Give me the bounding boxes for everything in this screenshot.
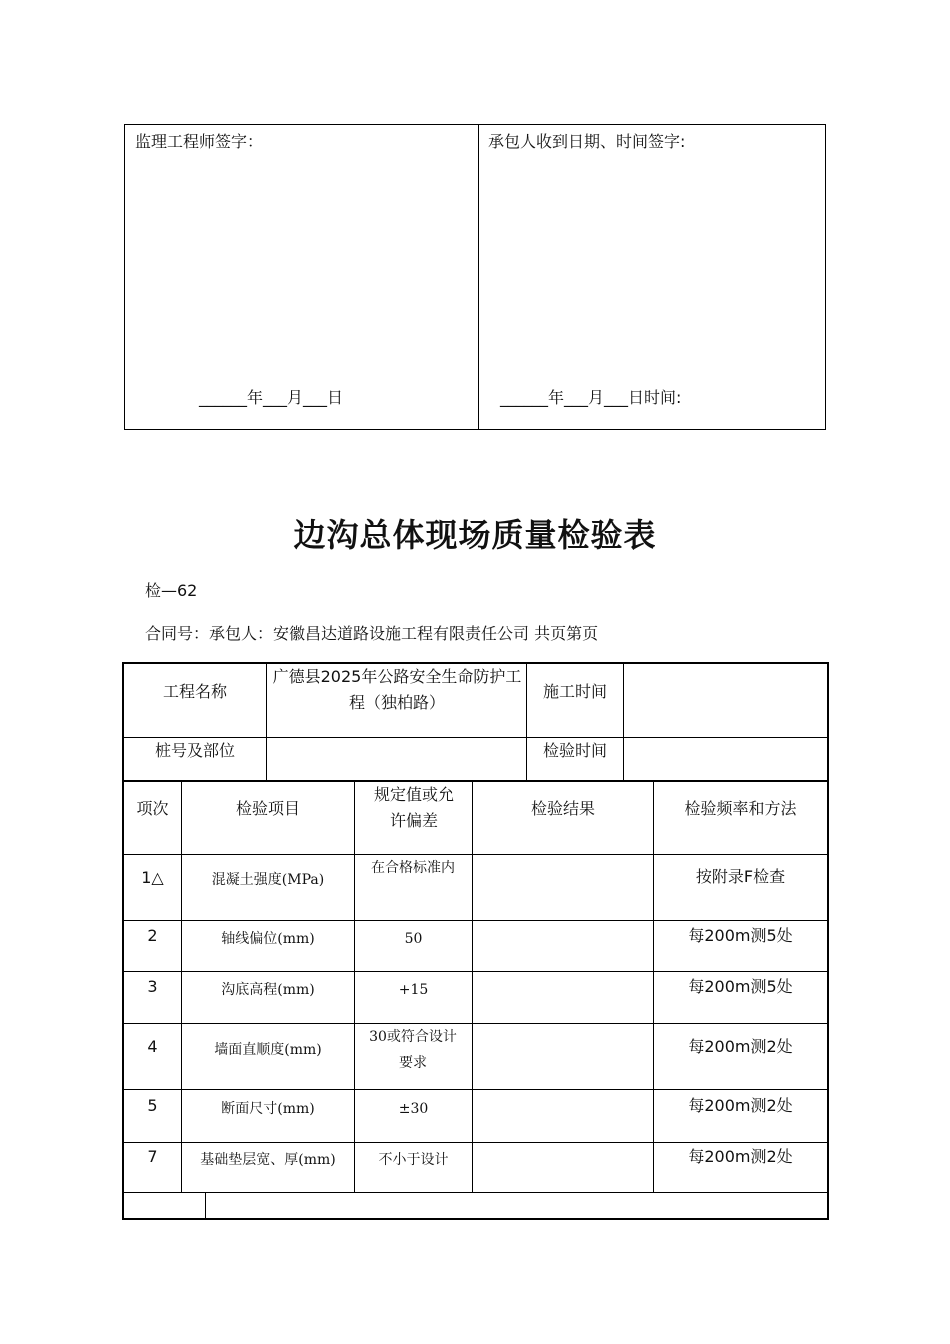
station-label: 桩号及部位 xyxy=(154,741,235,760)
column-header-item: 检验项目 xyxy=(235,799,300,818)
supervisor-signature-label: 监理工程师签字： xyxy=(135,132,264,151)
construction-time-label: 施工时间 xyxy=(542,682,607,701)
row-1-result xyxy=(473,855,653,920)
row-3-result xyxy=(473,972,653,1023)
inspection-table xyxy=(122,662,829,1220)
row-2-spec: 50 xyxy=(404,931,423,947)
row-2-result xyxy=(473,921,653,971)
signature-divider xyxy=(478,125,479,429)
row-5-item: 断面尺寸(mm) xyxy=(221,1101,315,1117)
supervisor-date-line: ______年___月___日 xyxy=(199,388,344,407)
project-name-label: 工程名称 xyxy=(162,682,227,701)
contract-line: 合同号：承包人：安徽昌达道路设施工程有限责任公司 共页第页 xyxy=(145,624,599,643)
station-value xyxy=(267,736,526,766)
row-6-item: 基础垫层宽、厚(mm) xyxy=(200,1152,336,1168)
contractor-date-line: ______年___月___日时间: xyxy=(500,388,682,407)
row-2-item: 轴线偏位(mm) xyxy=(221,931,315,947)
row-5-result xyxy=(473,1090,653,1142)
contractor-signature-label: 承包人收到日期、时间签字: xyxy=(488,132,686,151)
row-3-item: 沟底高程(mm) xyxy=(221,982,315,998)
column-header-no: 项次 xyxy=(136,799,169,818)
row-1-method: 按附录F检查 xyxy=(695,867,786,886)
row-5-no: 5 xyxy=(147,1096,158,1115)
document-title: 边沟总体现场质量检验表 xyxy=(293,516,657,554)
row-6-spec: 不小于设计 xyxy=(378,1152,449,1168)
row-1-item: 混凝土强度(MPa) xyxy=(211,872,325,888)
row-1-spec: 在合格标准内 xyxy=(371,860,455,876)
row-5-method: 每200m测2处 xyxy=(688,1096,793,1115)
row-4-spec: 30或符合设计要求 xyxy=(369,1029,457,1071)
construction-time-value xyxy=(624,664,827,720)
row-3-no: 3 xyxy=(147,977,158,996)
inspection-time-value xyxy=(624,736,827,766)
row-5-spec: ±30 xyxy=(398,1101,429,1117)
inspection-time-label: 检验时间 xyxy=(542,741,607,760)
row-6-method: 每200m测2处 xyxy=(688,1147,793,1166)
row-1-no: 1△ xyxy=(141,868,164,887)
row-6-result xyxy=(473,1143,653,1192)
row-3-spec: +15 xyxy=(398,982,429,998)
signature-box xyxy=(124,124,826,430)
row-4-method: 每200m测2处 xyxy=(688,1037,793,1056)
row-3-method: 每200m测5处 xyxy=(688,977,793,996)
row-6-no: 7 xyxy=(147,1147,158,1166)
column-header-result: 检验结果 xyxy=(530,799,595,818)
form-number: 检—62 xyxy=(145,581,198,600)
row-2-method: 每200m测5处 xyxy=(688,926,793,945)
project-name-value: 广德县2025年公路安全生命防护工程（独柏路） xyxy=(272,667,522,712)
row-4-no: 4 xyxy=(147,1037,158,1056)
row-4-result xyxy=(473,1024,653,1089)
column-header-method: 检验频率和方法 xyxy=(684,799,797,818)
row-4-item: 墙面直顺度(mm) xyxy=(214,1042,322,1058)
row-2-no: 2 xyxy=(147,926,158,945)
column-header-spec: 规定值或允许偏差 xyxy=(373,785,454,830)
